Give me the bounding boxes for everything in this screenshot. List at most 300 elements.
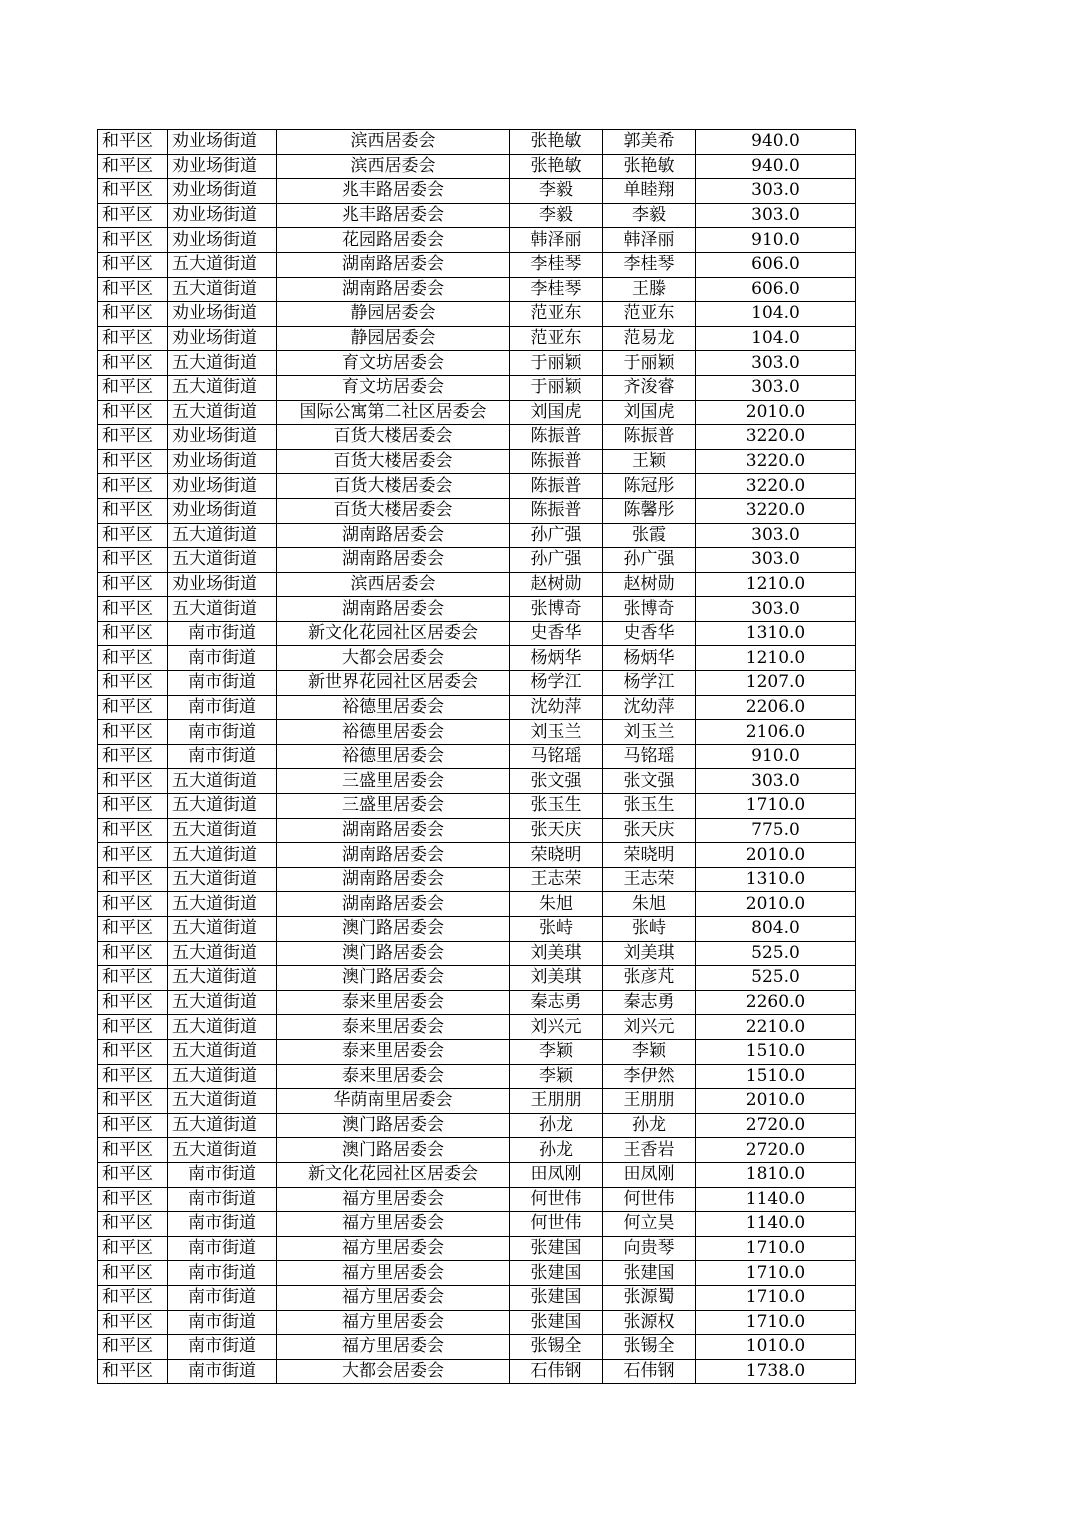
amount-cell: 775.0 <box>696 818 856 843</box>
member-cell: 杨学江 <box>603 671 696 696</box>
member-cell: 沈幼萍 <box>603 695 696 720</box>
amount-cell: 1710.0 <box>696 1285 856 1310</box>
householder-cell: 马铭瑶 <box>510 744 603 769</box>
householder-cell: 秦志勇 <box>510 990 603 1015</box>
table-row <box>98 1359 856 1384</box>
district-cell: 和平区 <box>98 351 168 376</box>
table-row <box>98 646 856 671</box>
district-cell: 和平区 <box>98 1285 168 1310</box>
committee-cell: 澳门路居委会 <box>277 1113 510 1138</box>
street-cell: 南市街道 <box>168 671 277 696</box>
district-cell: 和平区 <box>98 917 168 942</box>
district-cell: 和平区 <box>98 1236 168 1261</box>
householder-cell: 刘美琪 <box>510 966 603 991</box>
street-cell: 劝业场街道 <box>168 228 277 253</box>
committee-cell: 福方里居委会 <box>277 1310 510 1335</box>
amount-cell: 1738.0 <box>696 1359 856 1384</box>
street-cell: 五大道街道 <box>168 597 277 622</box>
member-cell: 马铭瑶 <box>603 744 696 769</box>
table-row <box>98 130 856 155</box>
table-row <box>98 1236 856 1261</box>
table-row <box>98 498 856 523</box>
district-cell: 和平区 <box>98 1138 168 1163</box>
committee-cell: 大都会居委会 <box>277 1359 510 1384</box>
householder-cell: 李颖 <box>510 1039 603 1064</box>
table-row <box>98 302 856 327</box>
member-cell: 田凤刚 <box>603 1162 696 1187</box>
amount-cell: 1310.0 <box>696 621 856 646</box>
member-cell: 张源蜀 <box>603 1285 696 1310</box>
committee-cell: 湖南路居委会 <box>277 252 510 277</box>
street-cell: 劝业场街道 <box>168 302 277 327</box>
street-cell: 五大道街道 <box>168 1064 277 1089</box>
amount-cell: 104.0 <box>696 326 856 351</box>
amount-cell: 3220.0 <box>696 498 856 523</box>
table-row <box>98 179 856 204</box>
table-row <box>98 1335 856 1360</box>
district-cell: 和平区 <box>98 1064 168 1089</box>
amount-cell: 104.0 <box>696 302 856 327</box>
district-cell: 和平区 <box>98 892 168 917</box>
table-row <box>98 1261 856 1286</box>
amount-cell: 1210.0 <box>696 646 856 671</box>
amount-cell: 1710.0 <box>696 1310 856 1335</box>
table-row <box>98 671 856 696</box>
district-cell: 和平区 <box>98 228 168 253</box>
district-cell: 和平区 <box>98 646 168 671</box>
amount-cell: 2720.0 <box>696 1138 856 1163</box>
street-cell: 五大道街道 <box>168 1138 277 1163</box>
committee-cell: 湖南路居委会 <box>277 277 510 302</box>
table-row <box>98 1285 856 1310</box>
committee-cell: 福方里居委会 <box>277 1285 510 1310</box>
street-cell: 劝业场街道 <box>168 425 277 450</box>
street-cell: 五大道街道 <box>168 252 277 277</box>
district-cell: 和平区 <box>98 867 168 892</box>
member-cell: 张艳敏 <box>603 154 696 179</box>
amount-cell: 2206.0 <box>696 695 856 720</box>
table-row <box>98 400 856 425</box>
member-cell: 郭美希 <box>603 130 696 155</box>
street-cell: 南市街道 <box>168 1261 277 1286</box>
amount-cell: 1140.0 <box>696 1187 856 1212</box>
district-cell: 和平区 <box>98 548 168 573</box>
committee-cell: 滨西居委会 <box>277 572 510 597</box>
street-cell: 劝业场街道 <box>168 154 277 179</box>
committee-cell: 华荫南里居委会 <box>277 1089 510 1114</box>
householder-cell: 孙龙 <box>510 1138 603 1163</box>
street-cell: 五大道街道 <box>168 917 277 942</box>
table-row <box>98 425 856 450</box>
member-cell: 张彦芃 <box>603 966 696 991</box>
householder-cell: 刘国虎 <box>510 400 603 425</box>
table-row <box>98 449 856 474</box>
householder-cell: 于丽颖 <box>510 375 603 400</box>
table-row <box>98 154 856 179</box>
member-cell: 张锡全 <box>603 1335 696 1360</box>
member-cell: 齐浚睿 <box>603 375 696 400</box>
householder-cell: 韩泽丽 <box>510 228 603 253</box>
committee-cell: 百货大楼居委会 <box>277 474 510 499</box>
street-cell: 五大道街道 <box>168 1039 277 1064</box>
district-cell: 和平区 <box>98 990 168 1015</box>
committee-cell: 国际公寓第二社区居委会 <box>277 400 510 425</box>
householder-cell: 史香华 <box>510 621 603 646</box>
committee-cell: 大都会居委会 <box>277 646 510 671</box>
member-cell: 张峙 <box>603 917 696 942</box>
committee-cell: 裕德里居委会 <box>277 720 510 745</box>
district-cell: 和平区 <box>98 375 168 400</box>
street-cell: 劝业场街道 <box>168 474 277 499</box>
table-row <box>98 867 856 892</box>
householder-cell: 张峙 <box>510 917 603 942</box>
amount-cell: 1510.0 <box>696 1064 856 1089</box>
committee-cell: 福方里居委会 <box>277 1187 510 1212</box>
committee-cell: 百货大楼居委会 <box>277 498 510 523</box>
table-body <box>98 130 856 1384</box>
householder-cell: 李颖 <box>510 1064 603 1089</box>
street-cell: 劝业场街道 <box>168 130 277 155</box>
amount-cell: 303.0 <box>696 351 856 376</box>
street-cell: 五大道街道 <box>168 277 277 302</box>
householder-cell: 李桂琴 <box>510 252 603 277</box>
district-cell: 和平区 <box>98 794 168 819</box>
district-cell: 和平区 <box>98 1015 168 1040</box>
amount-cell: 804.0 <box>696 917 856 942</box>
table-row <box>98 1015 856 1040</box>
committee-cell: 湖南路居委会 <box>277 597 510 622</box>
householder-cell: 张建国 <box>510 1310 603 1335</box>
district-cell: 和平区 <box>98 1335 168 1360</box>
district-cell: 和平区 <box>98 1039 168 1064</box>
householder-cell: 范亚东 <box>510 326 603 351</box>
member-cell: 王朋朋 <box>603 1089 696 1114</box>
householder-cell: 何世伟 <box>510 1187 603 1212</box>
member-cell: 李颖 <box>603 1039 696 1064</box>
householder-cell: 张锡全 <box>510 1335 603 1360</box>
district-cell: 和平区 <box>98 474 168 499</box>
committee-cell: 福方里居委会 <box>277 1335 510 1360</box>
amount-cell: 2010.0 <box>696 1089 856 1114</box>
district-cell: 和平区 <box>98 179 168 204</box>
member-cell: 张建国 <box>603 1261 696 1286</box>
district-cell: 和平区 <box>98 498 168 523</box>
table-row <box>98 990 856 1015</box>
householder-cell: 范亚东 <box>510 302 603 327</box>
householder-cell: 赵树勋 <box>510 572 603 597</box>
committee-cell: 湖南路居委会 <box>277 818 510 843</box>
district-cell: 和平区 <box>98 818 168 843</box>
member-cell: 范易龙 <box>603 326 696 351</box>
householder-cell: 孙龙 <box>510 1113 603 1138</box>
street-cell: 五大道街道 <box>168 523 277 548</box>
street-cell: 五大道街道 <box>168 990 277 1015</box>
householder-cell: 李桂琴 <box>510 277 603 302</box>
table-row <box>98 375 856 400</box>
committee-cell: 福方里居委会 <box>277 1236 510 1261</box>
committee-cell: 澳门路居委会 <box>277 941 510 966</box>
householder-cell: 王朋朋 <box>510 1089 603 1114</box>
table-row <box>98 523 856 548</box>
householder-cell: 杨炳华 <box>510 646 603 671</box>
member-cell: 李毅 <box>603 203 696 228</box>
amount-cell: 3220.0 <box>696 474 856 499</box>
committee-cell: 育文坊居委会 <box>277 375 510 400</box>
amount-cell: 910.0 <box>696 744 856 769</box>
table-row <box>98 695 856 720</box>
committee-cell: 静园居委会 <box>277 302 510 327</box>
member-cell: 刘美琪 <box>603 941 696 966</box>
district-cell: 和平区 <box>98 621 168 646</box>
member-cell: 孙广强 <box>603 548 696 573</box>
district-cell: 和平区 <box>98 1113 168 1138</box>
committee-cell: 新世界花园社区居委会 <box>277 671 510 696</box>
table-row <box>98 744 856 769</box>
street-cell: 劝业场街道 <box>168 326 277 351</box>
committee-cell: 泰来里居委会 <box>277 1039 510 1064</box>
member-cell: 何世伟 <box>603 1187 696 1212</box>
district-cell: 和平区 <box>98 1162 168 1187</box>
member-cell: 陈馨彤 <box>603 498 696 523</box>
householder-cell: 张艳敏 <box>510 130 603 155</box>
committee-cell: 湖南路居委会 <box>277 892 510 917</box>
street-cell: 五大道街道 <box>168 794 277 819</box>
amount-cell: 303.0 <box>696 769 856 794</box>
member-cell: 张文强 <box>603 769 696 794</box>
committee-cell: 三盛里居委会 <box>277 769 510 794</box>
member-cell: 朱旭 <box>603 892 696 917</box>
amount-cell: 2106.0 <box>696 720 856 745</box>
amount-cell: 2010.0 <box>696 400 856 425</box>
table-row <box>98 548 856 573</box>
amount-cell: 1710.0 <box>696 794 856 819</box>
amount-cell: 2720.0 <box>696 1113 856 1138</box>
member-cell: 刘兴元 <box>603 1015 696 1040</box>
street-cell: 五大道街道 <box>168 966 277 991</box>
street-cell: 五大道街道 <box>168 351 277 376</box>
householder-cell: 朱旭 <box>510 892 603 917</box>
district-cell: 和平区 <box>98 400 168 425</box>
member-cell: 刘玉兰 <box>603 720 696 745</box>
table-row <box>98 228 856 253</box>
table-row <box>98 351 856 376</box>
committee-cell: 湖南路居委会 <box>277 867 510 892</box>
table-row <box>98 1039 856 1064</box>
householder-cell: 刘兴元 <box>510 1015 603 1040</box>
amount-cell: 2260.0 <box>696 990 856 1015</box>
householder-cell: 陈振普 <box>510 474 603 499</box>
amount-cell: 940.0 <box>696 130 856 155</box>
member-cell: 赵树勋 <box>603 572 696 597</box>
committee-cell: 澳门路居委会 <box>277 1138 510 1163</box>
member-cell: 何立昊 <box>603 1212 696 1237</box>
table-row <box>98 1138 856 1163</box>
member-cell: 石伟钢 <box>603 1359 696 1384</box>
amount-cell: 940.0 <box>696 154 856 179</box>
member-cell: 韩泽丽 <box>603 228 696 253</box>
householder-cell: 张天庆 <box>510 818 603 843</box>
street-cell: 五大道街道 <box>168 892 277 917</box>
committee-cell: 澳门路居委会 <box>277 917 510 942</box>
district-cell: 和平区 <box>98 671 168 696</box>
street-cell: 五大道街道 <box>168 1089 277 1114</box>
committee-cell: 新文化花园社区居委会 <box>277 621 510 646</box>
street-cell: 南市街道 <box>168 744 277 769</box>
street-cell: 南市街道 <box>168 646 277 671</box>
street-cell: 南市街道 <box>168 621 277 646</box>
member-cell: 刘国虎 <box>603 400 696 425</box>
committee-cell: 花园路居委会 <box>277 228 510 253</box>
householder-cell: 张玉生 <box>510 794 603 819</box>
district-cell: 和平区 <box>98 1187 168 1212</box>
committee-cell: 泰来里居委会 <box>277 990 510 1015</box>
amount-cell: 303.0 <box>696 597 856 622</box>
amount-cell: 525.0 <box>696 966 856 991</box>
householder-cell: 田凤刚 <box>510 1162 603 1187</box>
table-row <box>98 818 856 843</box>
householder-cell: 李毅 <box>510 179 603 204</box>
amount-cell: 303.0 <box>696 179 856 204</box>
district-cell: 和平区 <box>98 843 168 868</box>
amount-cell: 2010.0 <box>696 892 856 917</box>
amount-cell: 1710.0 <box>696 1236 856 1261</box>
table-row <box>98 1310 856 1335</box>
table-row <box>98 277 856 302</box>
householder-cell: 张建国 <box>510 1261 603 1286</box>
district-cell: 和平区 <box>98 572 168 597</box>
member-cell: 史香华 <box>603 621 696 646</box>
street-cell: 劝业场街道 <box>168 572 277 597</box>
street-cell: 南市街道 <box>168 1285 277 1310</box>
table-row <box>98 1113 856 1138</box>
district-cell: 和平区 <box>98 1089 168 1114</box>
committee-cell: 滨西居委会 <box>277 154 510 179</box>
street-cell: 五大道街道 <box>168 400 277 425</box>
member-cell: 张博奇 <box>603 597 696 622</box>
district-cell: 和平区 <box>98 449 168 474</box>
householder-cell: 刘美琪 <box>510 941 603 966</box>
householder-cell: 沈幼萍 <box>510 695 603 720</box>
committee-cell: 湖南路居委会 <box>277 843 510 868</box>
district-cell: 和平区 <box>98 1359 168 1384</box>
street-cell: 南市街道 <box>168 1212 277 1237</box>
district-cell: 和平区 <box>98 154 168 179</box>
member-cell: 荣晓明 <box>603 843 696 868</box>
street-cell: 五大道街道 <box>168 769 277 794</box>
district-cell: 和平区 <box>98 425 168 450</box>
amount-cell: 1210.0 <box>696 572 856 597</box>
district-cell: 和平区 <box>98 130 168 155</box>
member-cell: 范亚东 <box>603 302 696 327</box>
member-cell: 张霞 <box>603 523 696 548</box>
street-cell: 五大道街道 <box>168 548 277 573</box>
street-cell: 南市街道 <box>168 1187 277 1212</box>
householder-cell: 何世伟 <box>510 1212 603 1237</box>
district-cell: 和平区 <box>98 203 168 228</box>
member-cell: 陈振普 <box>603 425 696 450</box>
committee-cell: 湖南路居委会 <box>277 523 510 548</box>
amount-cell: 2010.0 <box>696 843 856 868</box>
amount-cell: 303.0 <box>696 523 856 548</box>
member-cell: 杨炳华 <box>603 646 696 671</box>
table-row <box>98 769 856 794</box>
table-row <box>98 1212 856 1237</box>
householder-cell: 杨学江 <box>510 671 603 696</box>
committee-cell: 育文坊居委会 <box>277 351 510 376</box>
householder-cell: 刘玉兰 <box>510 720 603 745</box>
committee-cell: 福方里居委会 <box>277 1261 510 1286</box>
amount-cell: 2210.0 <box>696 1015 856 1040</box>
member-cell: 王志荣 <box>603 867 696 892</box>
member-cell: 张玉生 <box>603 794 696 819</box>
table-row <box>98 252 856 277</box>
committee-cell: 福方里居委会 <box>277 1212 510 1237</box>
committee-cell: 新文化花园社区居委会 <box>277 1162 510 1187</box>
street-cell: 南市街道 <box>168 695 277 720</box>
member-cell: 王颖 <box>603 449 696 474</box>
committee-cell: 百货大楼居委会 <box>277 449 510 474</box>
data-table <box>97 129 856 1384</box>
committee-cell: 澳门路居委会 <box>277 966 510 991</box>
committee-cell: 兆丰路居委会 <box>277 203 510 228</box>
amount-cell: 1207.0 <box>696 671 856 696</box>
committee-cell: 静园居委会 <box>277 326 510 351</box>
table-row <box>98 474 856 499</box>
table-row <box>98 1064 856 1089</box>
street-cell: 五大道街道 <box>168 867 277 892</box>
member-cell: 向贵琴 <box>603 1236 696 1261</box>
amount-cell: 303.0 <box>696 548 856 573</box>
district-cell: 和平区 <box>98 597 168 622</box>
street-cell: 劝业场街道 <box>168 498 277 523</box>
householder-cell: 陈振普 <box>510 449 603 474</box>
district-cell: 和平区 <box>98 302 168 327</box>
street-cell: 南市街道 <box>168 1335 277 1360</box>
district-cell: 和平区 <box>98 695 168 720</box>
amount-cell: 303.0 <box>696 375 856 400</box>
householder-cell: 李毅 <box>510 203 603 228</box>
table-row <box>98 597 856 622</box>
amount-cell: 910.0 <box>696 228 856 253</box>
table-row <box>98 1089 856 1114</box>
district-cell: 和平区 <box>98 769 168 794</box>
street-cell: 五大道街道 <box>168 375 277 400</box>
street-cell: 五大道街道 <box>168 1113 277 1138</box>
table-row <box>98 203 856 228</box>
committee-cell: 泰来里居委会 <box>277 1015 510 1040</box>
district-cell: 和平区 <box>98 277 168 302</box>
street-cell: 劝业场街道 <box>168 449 277 474</box>
member-cell: 张天庆 <box>603 818 696 843</box>
member-cell: 单睦翔 <box>603 179 696 204</box>
householder-cell: 孙广强 <box>510 548 603 573</box>
district-cell: 和平区 <box>98 720 168 745</box>
street-cell: 南市街道 <box>168 1162 277 1187</box>
committee-cell: 裕德里居委会 <box>277 695 510 720</box>
committee-cell: 泰来里居委会 <box>277 1064 510 1089</box>
table-row <box>98 621 856 646</box>
street-cell: 南市街道 <box>168 720 277 745</box>
table-row <box>98 794 856 819</box>
householder-cell: 张博奇 <box>510 597 603 622</box>
committee-cell: 兆丰路居委会 <box>277 179 510 204</box>
member-cell: 李伊然 <box>603 1064 696 1089</box>
amount-cell: 303.0 <box>696 203 856 228</box>
amount-cell: 1510.0 <box>696 1039 856 1064</box>
district-cell: 和平区 <box>98 1310 168 1335</box>
householder-cell: 张艳敏 <box>510 154 603 179</box>
table-row <box>98 941 856 966</box>
